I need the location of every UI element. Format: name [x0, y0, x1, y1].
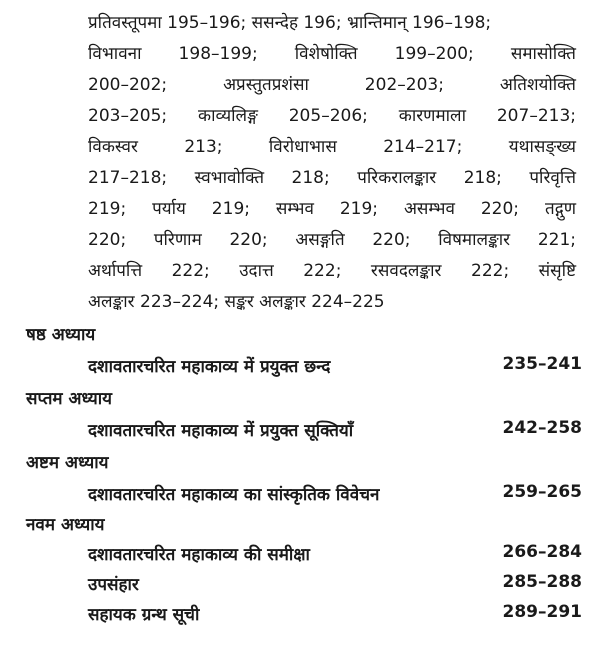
paragraph-line: 217–218; स्वभावोक्ति 218; परिकरालङ्कार 218; परिवृत्ति	[88, 168, 576, 188]
chapter-8-heading: अष्टम अध्याय	[26, 453, 109, 473]
entry-pages: 235–241	[502, 354, 582, 374]
paragraph-line: 219; पर्याय 219; सम्भव 219; असम्भव 220; तद्गुण	[88, 199, 576, 219]
entry-pages: 259–265	[502, 482, 582, 502]
paragraph-line: 203–205; काव्यलिङ्ग 205–206; कारणमाला 207–213;	[88, 106, 576, 126]
entry-title: दशावतारचरित महाकाव्य की समीक्षा	[88, 545, 310, 565]
paragraph-line: 200–202; अप्रस्तुतप्रशंसा 202–203; अतिशयोक्ति	[88, 75, 576, 95]
entry-title: उपसंहार	[88, 575, 139, 595]
entry-title: दशावतारचरित महाकाव्य में प्रयुक्त छन्द	[88, 357, 331, 377]
chapter-7-heading: सप्तम अध्याय	[26, 389, 113, 409]
entry-pages: 285–288	[502, 572, 582, 592]
paragraph-line: अलङ्कार 223–224; सङ्कर अलङ्कार 224–225	[88, 292, 385, 312]
paragraph-line: विभावना 198–199; विशेषोक्ति 199–200; समासोक्ति	[88, 44, 576, 64]
chapter-9-heading: नवम अध्याय	[26, 515, 105, 535]
paragraph-line: अर्थापत्ति 222; उदात्त 222; रसवदलङ्कार 222; संसृष्टि	[88, 261, 576, 281]
entry-pages: 242–258	[502, 418, 582, 438]
alankara-index-paragraph	[88, 8, 576, 318]
entry-title: सहायक ग्रन्थ सूची	[88, 605, 200, 625]
entry-pages: 289–291	[502, 602, 582, 622]
paragraph-line: 220; परिणाम 220; असङ्गति 220; विषमालङ्कार 221;	[88, 230, 576, 250]
paragraph-line: प्रतिवस्तूपमा 195–196; ससन्देह 196; भ्रान्तिमान् 196–198;	[88, 13, 492, 33]
entry-title: दशावतारचरित महाकाव्य का सांस्कृतिक विवेचन	[88, 485, 380, 505]
paragraph-line: विकस्वर 213; विरोधाभास 214–217; यथासङ्ख्य	[88, 137, 576, 157]
entry-pages: 266–284	[502, 542, 582, 562]
entry-title: दशावतारचरित महाकाव्य में प्रयुक्त सूक्तियाँ	[88, 421, 354, 441]
chapter-6-heading: षष्ठ अध्याय	[26, 325, 96, 345]
